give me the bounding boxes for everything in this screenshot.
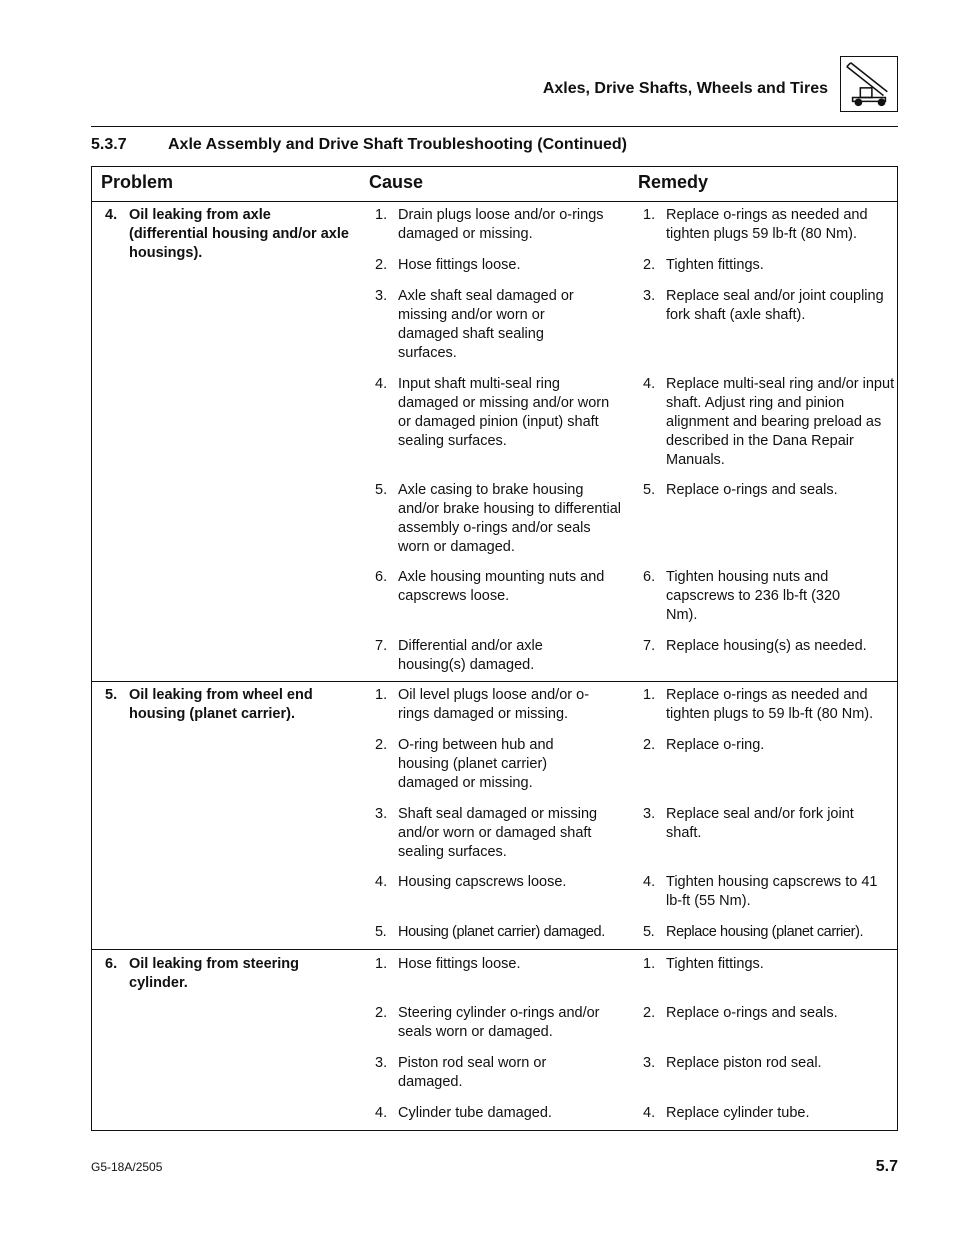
section-number: 5.3.7 <box>91 136 127 153</box>
header-rule <box>91 126 898 127</box>
telehandler-icon <box>840 56 898 112</box>
section-title: Axle Assembly and Drive Shaft Troubleshooting (Continued) <box>168 136 628 153</box>
troubleshooting-table: Problem Cause Remedy 4. Oil leaking from axle (differential housing and/or axle housings). 1. Drain plugs loose and/or o-rings damaged or missing. 1. Replace o-rings as needed and tighten plugs 59 lb-ft (80 Nm). 2. Hose fittings loose. 2. Tighten fittings. 3. Axle shaft seal damaged or missing and/or worn or damaged shaft sealing surfaces. 3. Replace seal and/or joint coupling fork shaft (axle shaft). 4. Input shaft multi-seal ring damaged or missing and/or worn or damaged pinion (input) shaft sealing surfaces. 4. Replace multi-seal ring and/or input shaft. Adjust ring and pinion alignment and bearing preload as described in the Dana Repair Manuals. 5. Axle casing to brake housing and/or brake housing to differential assembly o-rings and/or seals worn or damaged. 5. Replace o-rings and seals. 6. Axle housing mounting nuts and capscrews loose. 6. Tighten housing nuts and capscrews to 236 lb-ft (320 Nm). 7. Differential and/or axle housing(s) damaged. 7. Replace housing(s) as needed. 5. Oil leaking from wheel end housing (planet carrier). 1. Oil level plugs loose and/or o-rings damaged or missing. 1. Replace o-rings as needed and tighten plugs to 59 lb-ft (80 Nm). 2. O-ring between hub and housing (planet carrier) damaged or missing. 2. Replace o-ring. 3. Shaft seal damaged or missing and/or worn or damaged shaft sealing surfaces. 3. Replace seal and/or fork joint shaft. 4. Housing capscrews loose. 4. Tighten housing capscrews to 41 lb-ft (55 Nm). 5. Housing (planet carrier) damaged. 5. Replace housing (planet carrier). 6. Oil leaking from steering cylinder. 1. Hose fittings loose. 1. Tighten fittings. 2. Steering cylinder o-rings and/or seals worn or damaged. 2. Replace o-rings and seals. 3. Piston rod seal worn or damaged. 3. Replace piston rod seal. 4. Cylinder tube damaged. 4. Replace cylinder tube. <box>91 166 898 1131</box>
footer-doc-code: G5-18A/2505 <box>91 1160 163 1174</box>
section-heading <box>91 136 627 154</box>
group-divider <box>92 681 897 682</box>
column-header-problem: Problem <box>101 172 174 192</box>
group-divider <box>92 949 897 950</box>
footer-page-number: 5.7 <box>875 1158 898 1175</box>
column-header-remedy: Remedy <box>638 172 709 192</box>
column-header-cause: Cause <box>369 172 424 192</box>
page-header-title: Axles, Drive Shafts, Wheels and Tires <box>542 80 828 97</box>
header-divider <box>92 201 897 202</box>
